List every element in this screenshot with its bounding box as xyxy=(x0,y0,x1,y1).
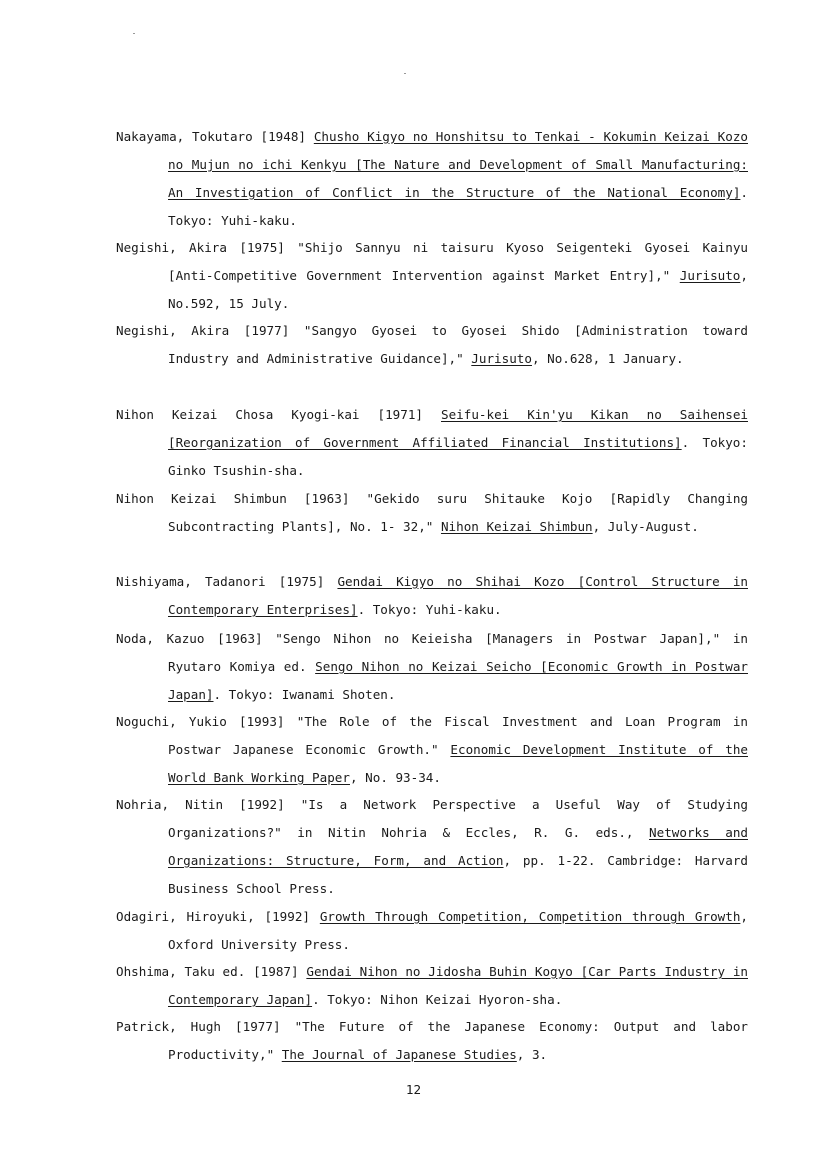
reference-title: Economic Development Institute of the World Bank Working Paper xyxy=(168,742,748,785)
reference-title: Nihon Keizai Shimbun xyxy=(440,519,593,534)
reference-text: . Tokyo: Yuhi-kaku. xyxy=(357,602,502,617)
reference-title: Jurisuto xyxy=(679,268,741,283)
reference-entry xyxy=(116,401,748,485)
reference-title: Chusho Kigyo no Honshitsu to Tenkai - Kokumin Keizai Kozo no Mujun no ichi Kenkyu [The Nature and Development of Small Manufacturing: An Investigation of Conflict in the Structure of the National Economy] xyxy=(168,129,748,200)
reference-entry xyxy=(116,568,748,624)
reference-text: , No. 93-34. xyxy=(349,770,441,785)
reference-text: . Tokyo: Yuhi-kaku. xyxy=(168,185,748,228)
reference-text: , No.592, 15 July. xyxy=(168,268,748,311)
reference-text: Negishi, Akira [1977] "Sangyo Gyosei to Gyosei Shido [Administration toward Industry and Administrative Guidance]," xyxy=(116,323,748,366)
reference-entry xyxy=(116,317,748,373)
reference-text: . Tokyo: Nihon Keizai Hyoron-sha. xyxy=(312,992,563,1007)
reference-entry xyxy=(116,903,748,959)
reference-entry xyxy=(116,708,748,792)
reference-text: Nohria, Nitin [1992] "Is a Network Perspective a Useful Way of Studying Organizations?" in Nitin Nohria & Eccles, R. G. eds., xyxy=(116,797,748,840)
reference-text: Noguchi, Yukio [1993] "The Role of the Fiscal Investment and Loan Program in Postwar Japanese Economic Growth." xyxy=(116,714,748,757)
reference-text: Odagiri, Hiroyuki, [1992] xyxy=(116,909,320,924)
reference-title: Networks and Organizations: Structure, Form, and Action xyxy=(168,825,748,868)
reference-text: Negishi, Akira [1975] "Shijo Sannyu ni taisuru Kyoso Seigenteki Gyosei Kainyu [Anti-Competitive Government Intervention against Market Entry]," xyxy=(116,240,748,283)
reference-text: . Tokyo: Ginko Tsushin-sha. xyxy=(168,435,748,478)
reference-title: Gendai Kigyo no Shihai Kozo [Control Structure in Contemporary Enterprises] xyxy=(168,574,748,617)
reference-title: Seifu-kei Kin'yu Kikan no Saihensei [Reorganization of Government Affiliated Financial Institutions] xyxy=(168,407,748,450)
reference-title: The Journal of Japanese Studies xyxy=(281,1047,517,1062)
reference-text: Noda, Kazuo [1963] "Sengo Nihon no Keieisha [Managers in Postwar Japan]," in Ryutaro Komiya ed. xyxy=(116,631,748,674)
reference-text: , 3. xyxy=(516,1047,548,1062)
reference-text: , pp. 1-22. Cambridge: Harvard Business School Press. xyxy=(168,853,749,896)
reference-title: Sengo Nihon no Keizai Seicho [Economic Growth in Postwar Japan] xyxy=(168,659,748,702)
reference-text: , No.628, 1 January. xyxy=(531,351,684,366)
reference-text: . Tokyo: Iwanami Shoten. xyxy=(213,687,396,702)
reference-entry xyxy=(116,234,748,318)
reference-title: Gendai Nihon no Jidosha Buhin Kogyo [Car Parts Industry in Contemporary Japan] xyxy=(168,964,748,1007)
reference-text: Nihon Keizai Chosa Kyogi-kai [1971] xyxy=(116,407,441,422)
reference-entry xyxy=(116,791,748,903)
reference-entry xyxy=(116,958,748,1014)
scan-speck xyxy=(404,73,406,74)
reference-text: Ohshima, Taku ed. [1987] xyxy=(116,964,307,979)
reference-entry xyxy=(116,485,748,541)
reference-entry xyxy=(116,123,748,235)
reference-title: Growth Through Competition, Competition through Growth xyxy=(319,909,741,924)
page-number: 12 xyxy=(405,1082,422,1097)
reference-entry xyxy=(116,1013,748,1069)
reference-text: , July-August. xyxy=(592,519,699,534)
reference-text: , Oxford University Press. xyxy=(168,909,748,952)
scan-speck xyxy=(133,33,135,34)
reference-text: Patrick, Hugh [1977] "The Future of the Japanese Economy: Output and labor Productivity," xyxy=(116,1019,748,1062)
reference-text: Nakayama, Tokutaro [1948] xyxy=(116,129,314,144)
reference-entry xyxy=(116,625,748,709)
reference-text: Nishiyama, Tadanori [1975] xyxy=(116,574,338,589)
reference-text: Nihon Keizai Shimbun [1963] "Gekido suru Shitauke Kojo [Rapidly Changing Subcontracting Plants], No. 1- 32," xyxy=(116,491,748,534)
reference-title: Jurisuto xyxy=(471,351,532,366)
